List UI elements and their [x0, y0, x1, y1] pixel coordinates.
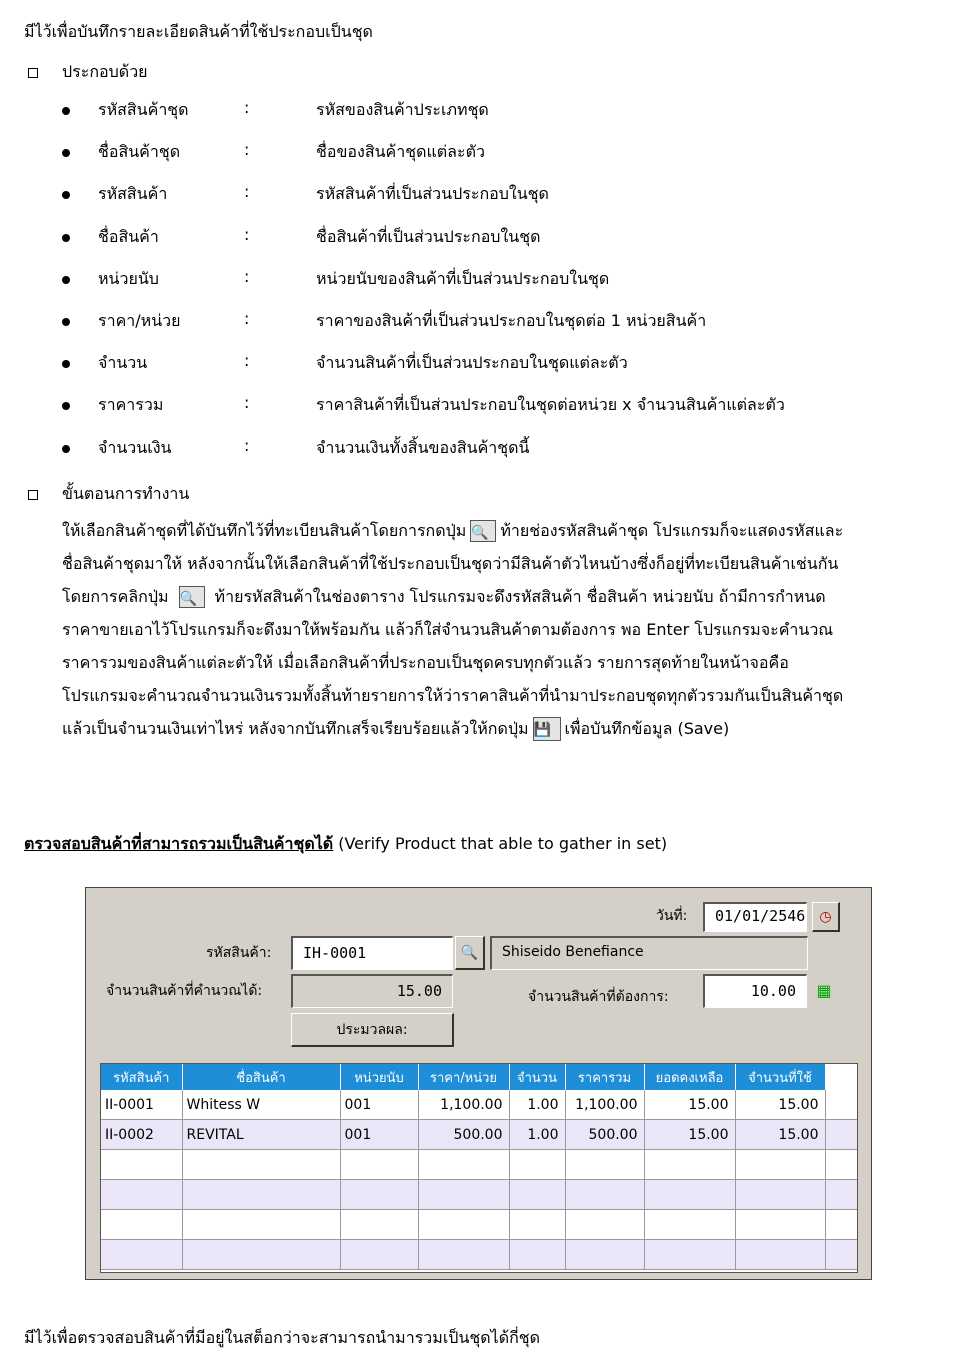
field-list — [58, 98, 938, 478]
cell[interactable] — [418, 1240, 509, 1270]
field-name: ชื่อสินค้า — [98, 226, 159, 246]
magnifier-lookup-icon[interactable]: 🔍 — [455, 936, 485, 970]
bullet-icon — [62, 402, 70, 410]
steps-text: ราคารวมของสินค้าแต่ละตัวให้ เมื่อเลือกสินค้าที่ประกอบเป็นชุดครบทุกตัวแล้ว รายการสุดท้ายในหน้าจอคือ — [62, 652, 789, 672]
field-name: ราคา/หน่วย — [98, 310, 181, 330]
cell — [825, 1150, 858, 1180]
cell[interactable] — [182, 1180, 340, 1210]
calendar-icon[interactable]: ◷ — [812, 902, 840, 932]
list-item — [58, 393, 938, 435]
field-name: ชื่อสินค้าชุด — [98, 142, 181, 162]
cell[interactable] — [340, 1210, 418, 1240]
checkbox-bullet-icon — [28, 68, 38, 78]
cell[interactable] — [182, 1150, 340, 1180]
steps-text: ราคาขายเอาไว้โปรแกรมก็จะดึงมาให้พร้อมกัน แล้วก็ใส่จำนวนสินค้าตามต้องการ พอ Enter โปรแกรมจะคำนวณ — [62, 619, 834, 639]
steps-line — [62, 613, 942, 646]
steps-line — [62, 580, 942, 613]
col-header-total[interactable]: ราคารวม — [565, 1064, 644, 1090]
cell[interactable] — [644, 1150, 735, 1180]
cell[interactable]: 15.00 — [735, 1090, 825, 1120]
cell[interactable]: 500.00 — [418, 1120, 509, 1150]
section-components — [24, 60, 148, 85]
field-desc: รหัสสินค้าที่เป็นส่วนประกอบในชุด — [316, 184, 549, 204]
bullet-icon — [62, 107, 70, 115]
steps-line — [62, 679, 942, 712]
field-colon: : — [244, 435, 250, 455]
steps-text: ชื่อสินค้าชุดมาให้ หลังจากนั้นให้เลือกสินค้าที่ใช้ประกอบเป็นชุดว่ามีสินค้าตัวไหนบ้างซึ่งก็อยู่ที่ทะเบียนสินค้าเช่นกัน — [62, 553, 839, 573]
cell[interactable] — [644, 1210, 735, 1240]
cell[interactable] — [735, 1240, 825, 1270]
cell[interactable]: Whitess W — [182, 1090, 340, 1120]
section-steps-title: ขั้นตอนการทำงาน — [62, 484, 190, 503]
list-item — [58, 98, 938, 140]
date-label: วันที่: — [656, 908, 688, 924]
verify-section-title — [24, 832, 667, 857]
steps-text: โดยการคลิกปุ่ม — [62, 586, 169, 606]
cell[interactable] — [735, 1180, 825, 1210]
field-desc: หน่วยนับของสินค้าที่เป็นส่วนประกอบในชุด — [316, 268, 610, 288]
col-header-unit[interactable]: หน่วยนับ — [340, 1064, 418, 1090]
floppy-save-icon: 💾 — [533, 717, 561, 741]
cell[interactable] — [101, 1150, 182, 1180]
steps-line — [62, 547, 942, 580]
bullet-icon — [62, 318, 70, 326]
cell[interactable] — [565, 1180, 644, 1210]
steps-line — [62, 514, 942, 547]
cell[interactable] — [644, 1240, 735, 1270]
bullet-icon — [62, 149, 70, 157]
bullet-icon — [62, 191, 70, 199]
table-row[interactable] — [101, 1150, 858, 1180]
magnifier-lookup-icon: 🔍 — [179, 586, 205, 608]
field-name: รหัสสินค้า — [98, 184, 168, 204]
col-header-price[interactable]: ราคา/หน่วย — [418, 1064, 509, 1090]
cell[interactable] — [418, 1210, 509, 1240]
cell[interactable] — [644, 1180, 735, 1210]
field-desc: จำนวนเงินทั้งสิ้นของสินค้าชุดนี้ — [316, 437, 530, 457]
cell — [825, 1180, 858, 1210]
steps-text: ท้ายรหัสสินค้าในช่องตาราง โปรแกรมจะดึงรหัสสินค้า ชื่อสินค้า หน่วยนับ ถ้ามีการกำหนด — [214, 586, 826, 606]
cell[interactable]: 500.00 — [565, 1120, 644, 1150]
table-row[interactable] — [101, 1210, 858, 1240]
cell[interactable] — [418, 1180, 509, 1210]
cell[interactable] — [735, 1210, 825, 1240]
component-grid — [100, 1063, 858, 1273]
steps-text: โปรแกรมจะคำนวณจำนวนเงินรวมทั้งสิ้นท้ายรายการให้ว่าราคาสินค้าที่นำมาประกอบชุดทุกตัวรวมกันเป็นสินค้าชุด — [62, 685, 844, 705]
col-header-used[interactable]: จำนวนที่ใช้ — [735, 1064, 825, 1090]
cell[interactable] — [509, 1150, 565, 1180]
grid-header-row — [101, 1064, 858, 1090]
section-steps — [24, 482, 189, 507]
field-name: จำนวน — [98, 353, 148, 373]
intro-text: มีไว้เพื่อบันทึกรายละเอียดสินค้าที่ใช้ประกอบเป็นชุด — [24, 22, 373, 41]
cell[interactable] — [565, 1150, 644, 1180]
cell[interactable]: 001 — [340, 1120, 418, 1150]
cell[interactable] — [565, 1240, 644, 1270]
steps-text: แล้วเป็นจำนวนเงินเท่าไหร่ หลังจากบันทึกเสร็จเรียบร้อยแล้วให้กดปุ่ม — [62, 718, 529, 738]
steps-text: ท้ายช่องรหัสสินค้าชุด โปรแกรมก็จะแสดงรหัสและ — [500, 520, 844, 540]
date-field[interactable]: 01/01/2546 — [703, 902, 807, 932]
field-colon: : — [244, 308, 250, 328]
cell[interactable] — [101, 1240, 182, 1270]
col-header-name[interactable]: ชื่อสินค้า — [182, 1064, 340, 1090]
table-row[interactable] — [101, 1090, 858, 1120]
list-item — [58, 182, 938, 224]
cell[interactable]: 15.00 — [735, 1120, 825, 1150]
cell — [825, 1240, 858, 1270]
steps-line — [62, 712, 942, 745]
field-colon: : — [244, 98, 250, 117]
want-qty-label: จำนวนสินค้าที่ต้องการ: — [528, 989, 669, 1005]
col-header-spacer — [825, 1064, 858, 1090]
field-colon: : — [244, 266, 250, 286]
cell[interactable]: 1,100.00 — [565, 1090, 644, 1120]
cell[interactable] — [509, 1210, 565, 1240]
list-item — [58, 436, 938, 478]
field-colon: : — [244, 140, 250, 160]
field-desc: ชื่อสินค้าที่เป็นส่วนประกอบในชุด — [316, 226, 541, 246]
steps-paragraph — [62, 514, 942, 745]
cell[interactable]: 1,100.00 — [418, 1090, 509, 1120]
cell[interactable]: II-0002 — [101, 1120, 182, 1150]
col-header-balance[interactable]: ยอดคงเหลือ — [644, 1064, 735, 1090]
field-desc: รหัสของสินค้าประเภทชุด — [316, 100, 489, 119]
cell[interactable]: 15.00 — [644, 1090, 735, 1120]
col-header-qty[interactable]: จำนวน — [509, 1064, 565, 1090]
cell[interactable] — [735, 1150, 825, 1180]
checkbox-bullet-icon — [28, 490, 38, 500]
field-desc: ชื่อของสินค้าชุดแต่ละตัว — [316, 142, 485, 162]
product-name-field: Shiseido Benefiance — [490, 936, 808, 970]
field-colon: : — [244, 224, 250, 244]
magnifier-lookup-icon: 🔍 — [470, 520, 496, 542]
list-item — [58, 351, 938, 393]
field-desc: ราคาของสินค้าที่เป็นส่วนประกอบในชุดต่อ 1 หน่วยสินค้า — [316, 310, 707, 330]
calc-qty-label: จำนวนสินค้าที่คำนวณได้: — [106, 983, 263, 999]
cell[interactable] — [509, 1180, 565, 1210]
bullet-icon — [62, 234, 70, 242]
field-colon: : — [244, 351, 250, 371]
steps-text: ให้เลือกสินค้าชุดที่ได้บันทึกไว้ที่ทะเบียนสินค้าโดยการกดปุ่ม — [62, 520, 467, 540]
cell — [825, 1090, 858, 1120]
list-item — [58, 225, 938, 267]
bullet-icon — [62, 276, 70, 284]
list-item — [58, 140, 938, 182]
bullet-icon — [62, 360, 70, 368]
cell[interactable]: REVITAL — [182, 1120, 340, 1150]
bullet-icon — [62, 445, 70, 453]
cell[interactable] — [340, 1150, 418, 1180]
verify-title-en: (Verify Product that able to gather in set) — [338, 834, 668, 853]
cell[interactable] — [418, 1150, 509, 1180]
field-name: รหัสสินค้าชุด — [98, 100, 189, 119]
cell[interactable]: 15.00 — [644, 1120, 735, 1150]
verify-title-th: ตรวจสอบสินค้าที่สามารถรวมเป็นสินค้าชุดได้ — [24, 834, 334, 853]
cell[interactable] — [101, 1180, 182, 1210]
field-colon: : — [244, 393, 250, 413]
cell[interactable] — [182, 1240, 340, 1270]
field-name: ราคารวม — [98, 395, 164, 415]
steps-line — [62, 646, 942, 679]
cell — [825, 1210, 858, 1240]
calculator-icon[interactable]: ▦ — [812, 978, 836, 1002]
calc-qty-field: 15.00 — [291, 974, 453, 1008]
list-item — [58, 267, 938, 309]
col-header-code[interactable]: รหัสสินค้า — [101, 1064, 182, 1090]
field-name: จำนวนเงิน — [98, 437, 172, 457]
cell[interactable] — [101, 1210, 182, 1240]
table-row[interactable] — [101, 1180, 858, 1210]
cell[interactable] — [182, 1210, 340, 1240]
closing-text: มีไว้เพื่อตรวจสอบสินค้าที่มีอยู่ในสต็อกว่าจะสามารถนำมารวมเป็นชุดได้กี่ชุด — [24, 1328, 541, 1347]
field-name: หน่วยนับ — [98, 268, 159, 288]
cell[interactable] — [565, 1210, 644, 1240]
cell[interactable]: II-0001 — [101, 1090, 182, 1120]
cell[interactable] — [509, 1240, 565, 1270]
table-row[interactable] — [101, 1240, 858, 1270]
list-item — [58, 309, 938, 351]
process-button[interactable]: ประมวลผล: — [291, 1013, 454, 1047]
table-row[interactable] — [101, 1120, 858, 1150]
cell[interactable] — [340, 1240, 418, 1270]
verify-set-window — [85, 887, 872, 1280]
steps-text: เพื่อบันทึกข้อมูล (Save) — [564, 718, 730, 738]
field-colon: : — [244, 182, 250, 202]
field-desc: ราคาสินค้าที่เป็นส่วนประกอบในชุดต่อหน่วย x จำนวนสินค้าแต่ละตัว — [316, 395, 785, 415]
product-code-field[interactable]: IH-0001 — [291, 936, 453, 970]
cell — [825, 1120, 858, 1150]
field-desc: จำนวนสินค้าที่เป็นส่วนประกอบในชุดแต่ละตัว — [316, 353, 628, 373]
cell[interactable]: 1.00 — [509, 1090, 565, 1120]
cell[interactable] — [340, 1180, 418, 1210]
section-components-title: ประกอบด้วย — [62, 62, 148, 81]
product-code-label: รหัสสินค้า: — [206, 945, 272, 961]
cell[interactable]: 1.00 — [509, 1120, 565, 1150]
cell[interactable]: 001 — [340, 1090, 418, 1120]
want-qty-field[interactable]: 10.00 — [703, 974, 807, 1008]
